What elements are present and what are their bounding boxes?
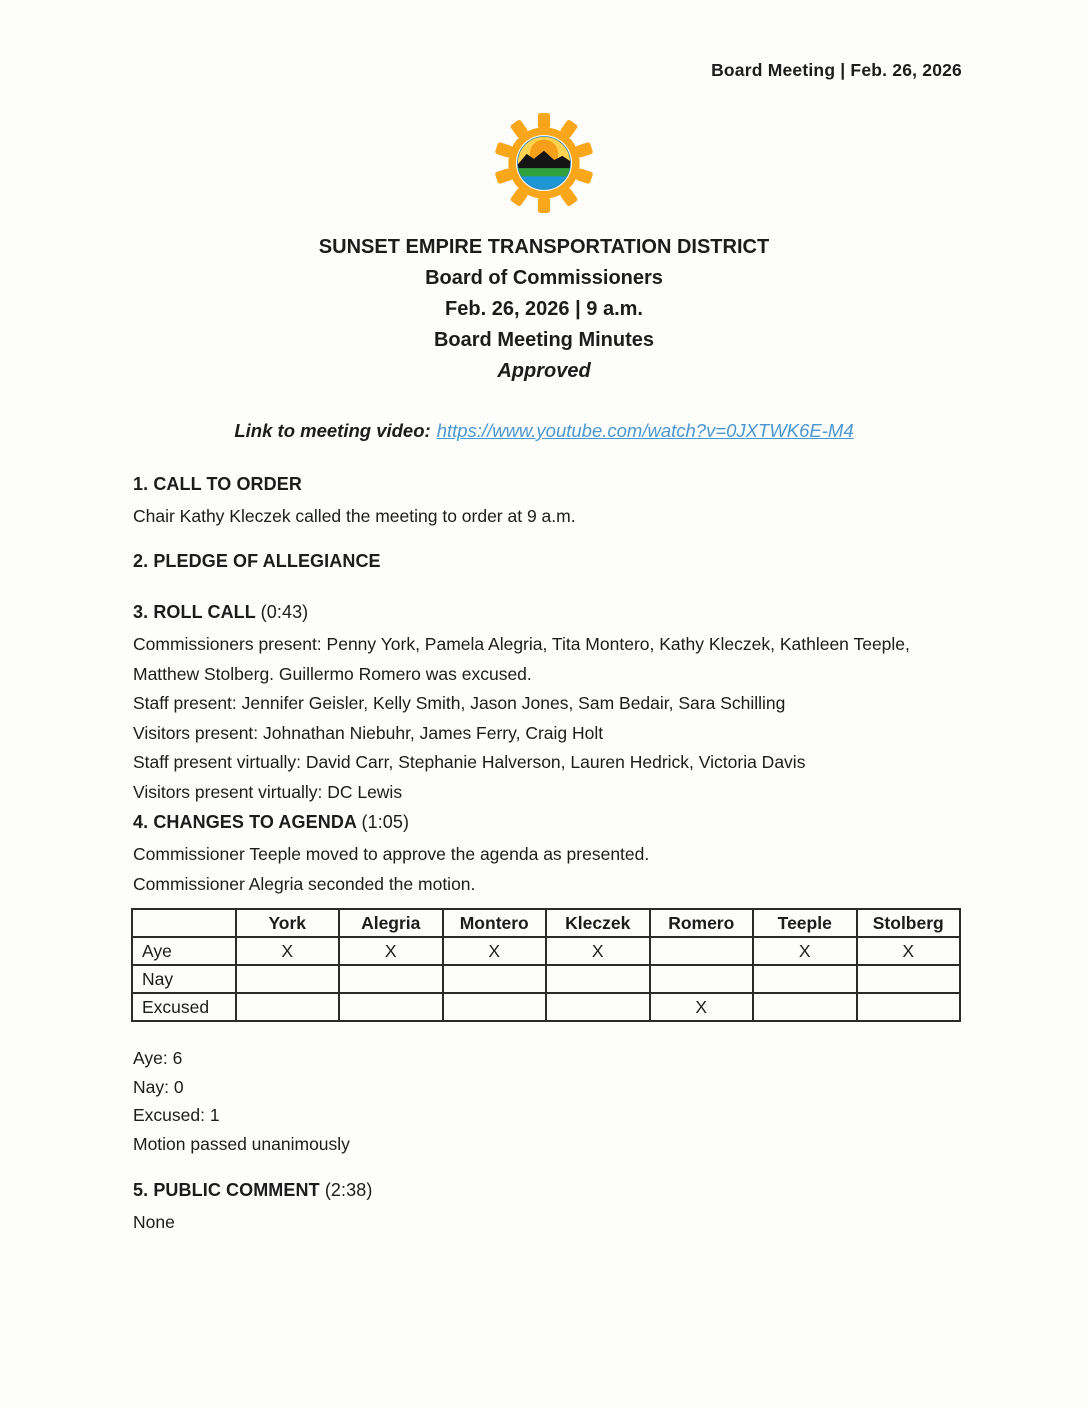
summary-aye: Aye: 6 <box>133 1048 183 1068</box>
section-4-body <box>133 840 963 899</box>
vote-table-header-alegria: Alegria <box>339 909 443 937</box>
roll-call-staff: Staff present: Jennifer Geisler, Kelly Smith, Jason Jones, Sam Bedair, Sara Schilling <box>133 693 786 713</box>
motion-moved: Commissioner Teeple moved to approve the agenda as presented. <box>133 844 650 864</box>
vote-table-header-blank <box>132 909 236 937</box>
section-5-timestamp: (2:38) <box>324 1180 373 1200</box>
summary-nay: Nay: 0 <box>133 1076 184 1097</box>
vote-cell <box>650 937 754 965</box>
vote-cell: X <box>650 993 754 1021</box>
roll-call-visitors: Visitors present: Johnathan Niebuhr, James Ferry, Craig Holt <box>133 722 604 743</box>
title-block <box>0 232 1088 387</box>
vote-cell <box>857 993 961 1021</box>
roll-call-visitors-virtual: Visitors present virtually: DC Lewis <box>133 781 403 802</box>
vote-row-label: Excused <box>132 993 236 1021</box>
approval-status: Approved <box>497 360 591 382</box>
vote-cell <box>753 965 857 993</box>
vote-table-row-excused <box>132 993 960 1021</box>
vote-cell: X <box>857 937 961 965</box>
board-name: Board of Commissioners <box>425 267 663 289</box>
section-2-heading: 2. PLEDGE OF ALLEGIANCE <box>133 551 381 571</box>
vote-cell <box>650 965 754 993</box>
vote-cell <box>546 993 650 1021</box>
doc-type: Board Meeting Minutes <box>433 329 654 351</box>
video-link-line <box>0 420 1088 442</box>
gear-sunset-logo-icon <box>493 112 595 214</box>
section-5-title: 5. PUBLIC COMMENT <box>133 1180 320 1200</box>
vote-table-header-romero: Romero <box>650 909 754 937</box>
vote-cell <box>546 965 650 993</box>
vote-cell <box>236 965 340 993</box>
vote-table-header-kleczek: Kleczek <box>546 909 650 937</box>
vote-cell: X <box>753 937 857 965</box>
vote-cell <box>443 965 547 993</box>
vote-table-header-stolberg: Stolberg <box>857 909 961 937</box>
summary-result: Motion passed unanimously <box>133 1133 350 1154</box>
section-3-timestamp: (0:43) <box>260 602 309 622</box>
section-4-heading <box>133 812 963 833</box>
section-3-title: 3. ROLL CALL <box>133 602 256 622</box>
vote-table-header-york: York <box>236 909 340 937</box>
vote-cell <box>339 993 443 1021</box>
district-gear-logo <box>493 112 595 214</box>
vote-cell: X <box>443 937 547 965</box>
section-5-heading <box>133 1180 963 1201</box>
youtube-video-link[interactable]: https://www.youtube.com/watch?v=0JXTWK6E-M4 <box>436 420 854 441</box>
scene-grass <box>516 168 571 177</box>
vote-row-label: Nay <box>132 965 236 993</box>
vote-cell <box>443 993 547 1021</box>
section-4-title: 4. CHANGES TO AGENDA <box>133 812 357 832</box>
vote-table-header-row <box>132 909 960 937</box>
section-1-body: Chair Kathy Kleczek called the meeting to order at 9 a.m. <box>133 506 576 526</box>
motion-seconded: Commissioner Alegria seconded the motion. <box>133 873 476 894</box>
section-1-heading: 1. CALL TO ORDER <box>133 474 302 494</box>
vote-summary <box>133 1044 963 1158</box>
meeting-datetime: Feb. 26, 2026 | 9 a.m. <box>445 298 643 320</box>
page-header-date: Board Meeting | Feb. 26, 2026 <box>711 60 962 80</box>
vote-cell <box>753 993 857 1021</box>
section-5-body: None <box>133 1212 175 1232</box>
vote-table-row-aye <box>132 937 960 965</box>
vote-cell: X <box>339 937 443 965</box>
org-name: SUNSET EMPIRE TRANSPORTATION DISTRICT <box>318 236 770 258</box>
vote-cell <box>236 993 340 1021</box>
vote-cell <box>339 965 443 993</box>
vote-cell: X <box>546 937 650 965</box>
vote-cell <box>857 965 961 993</box>
vote-row-label: Aye <box>132 937 236 965</box>
vote-table-header-montero: Montero <box>443 909 547 937</box>
vote-table-row-nay <box>132 965 960 993</box>
video-link-label: Link to meeting video: <box>234 420 431 441</box>
section-3-body <box>133 630 963 807</box>
vote-table <box>131 908 961 1022</box>
roll-call-staff-virtual: Staff present virtually: David Carr, Stephanie Halverson, Lauren Hedrick, Victoria Davis <box>133 752 806 772</box>
vote-cell: X <box>236 937 340 965</box>
section-3-heading <box>133 602 963 623</box>
roll-call-commissioners: Commissioners present: Penny York, Pamela Alegria, Tita Montero, Kathy Kleczek, Kathleen Teeple, Matthew Stolberg. Guillermo Romero was excused. <box>133 634 910 684</box>
section-4-timestamp: (1:05) <box>361 812 410 832</box>
vote-table-header-teeple: Teeple <box>753 909 857 937</box>
summary-excused: Excused: 1 <box>133 1105 220 1125</box>
